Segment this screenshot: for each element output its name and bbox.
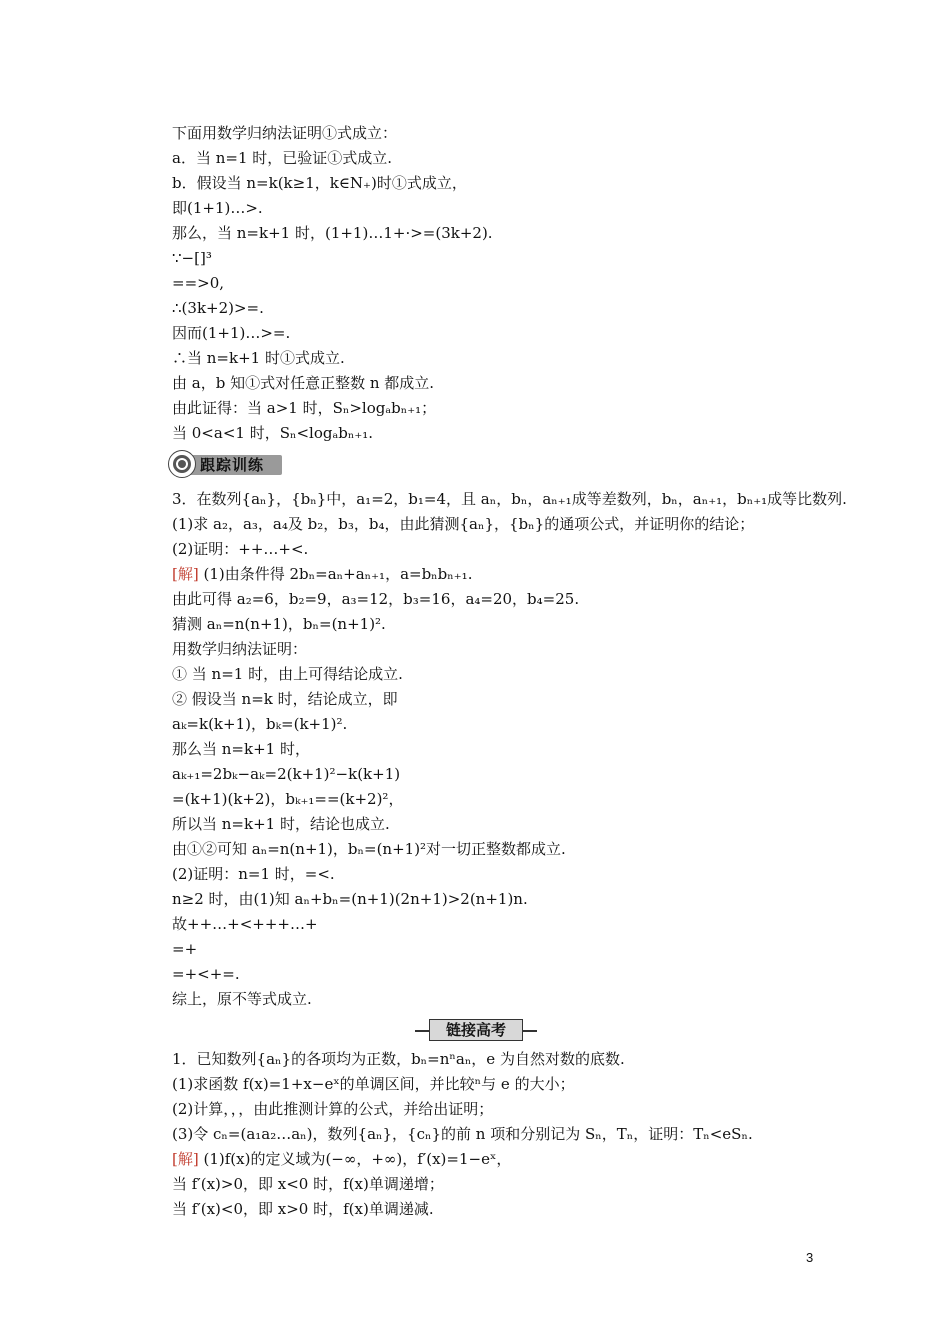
text-line: 下面用数学归纳法证明①式成立： — [172, 124, 398, 142]
solution-label: [解] — [172, 565, 199, 583]
answer-line: ① 当 n=1 时，由上可得结论成立. — [172, 665, 403, 683]
answer-line — [172, 1149, 511, 1169]
text-line: 由 a，b 知①式对任意正整数 n 都成立. — [172, 374, 435, 392]
question-line: (1)求函数 f(x)=1+x−eˣ的单调区间，并比较ⁿ与 e 的大小； — [172, 1075, 575, 1093]
answer-line: 由①②可知 aₙ=n(n+1)，bₙ=(n+1)²对一切正整数都成立. — [172, 840, 566, 858]
banner-title: 链接高考 — [445, 1021, 506, 1039]
text-line: 因而(1+1)…>=. — [172, 324, 291, 342]
answer-line: 综上，原不等式成立. — [172, 990, 312, 1008]
question-line: (1)求 a₂，a₃，a₄及 b₂，b₃，b₄，由此猜测{aₙ}，{bₙ}的通项公式，并证明你的结论； — [172, 515, 755, 533]
question-line: 3．在数列{aₙ}，{bₙ}中，a₁=2，b₁=4，且 aₙ，bₙ，aₙ₊₁成等差数列，bₙ，aₙ₊₁，bₙ₊₁成等比数列. — [172, 490, 847, 508]
answer-line: =(k+1)(k+2)，bₖ₊₁==(k+2)²， — [172, 790, 404, 808]
question-line: (3)令 cₙ=(a₁a₂…aₙ)，数列{aₙ}，{cₙ}的前 n 项和分别记为 Sₙ，Tₙ，证明：Tₙ<eSₙ. — [172, 1125, 753, 1143]
question-line: (2)证明：++…+<. — [172, 540, 309, 558]
answer-line: 故++…+<+++…+ — [172, 915, 318, 933]
text-line: ∴(3k+2)>=. — [172, 299, 264, 317]
text-line: 由此证得：当 a>1 时，Sₙ>logₐbₙ₊₁； — [172, 399, 437, 417]
banner-title: 跟踪训练 — [200, 456, 265, 474]
answer-line — [172, 564, 472, 584]
solution-label: [解] — [172, 1150, 199, 1168]
section-banner-gaokao — [415, 1018, 537, 1044]
answer-line: n≥2 时，由(1)知 aₙ+bₙ=(n+1)(2n+1)>2(n+1)n. — [172, 890, 528, 908]
answer-line: 猜测 aₙ=n(n+1)，bₙ=(n+1)². — [172, 615, 386, 633]
text-line: ∵−[]³ — [172, 249, 212, 267]
text-line: ==>0, — [172, 274, 225, 292]
answer-line: 所以当 n=k+1 时，结论也成立. — [172, 815, 390, 833]
text-line: a．当 n=1 时，已验证①式成立. — [172, 149, 393, 167]
text-line: b．假设当 n=k(k≥1，k∈N₊)时①式成立， — [172, 174, 467, 192]
text-line: 那么，当 n=k+1 时，(1+1)…1+·>=(3k+2). — [172, 224, 493, 242]
answer-line: ② 假设当 n=k 时，结论成立，即 — [172, 690, 398, 708]
answer-line: aₖ=k(k+1)，bₖ=(k+1)². — [172, 715, 348, 733]
text-line: ∴当 n=k+1 时①式成立. — [172, 349, 345, 367]
text-line: 即(1+1)…>. — [172, 199, 263, 217]
page-number: 3 — [806, 1250, 814, 1265]
section-banner-practice — [168, 450, 286, 480]
answer-line: =+<+=. — [172, 965, 240, 983]
answer-line: 用数学归纳法证明： — [172, 640, 308, 658]
answer-text: (1)由条件得 2bₙ=aₙ+aₙ₊₁，a=bₙbₙ₊₁. — [198, 565, 473, 583]
answer-line: 那么当 n=k+1 时， — [172, 740, 310, 758]
answer-text: (1)f(x)的定义域为(−∞，+∞)，f′(x)=1−eˣ， — [198, 1150, 512, 1168]
question-line: (2)计算，，，由此推测计算的公式，并给出证明； — [172, 1100, 494, 1118]
answer-line: aₖ₊₁=2bₖ−aₖ=2(k+1)²−k(k+1) — [172, 765, 401, 783]
answer-line: (2)证明：n=1 时，=<. — [172, 865, 335, 883]
text-line: 当 0<a<1 时，Sₙ<logₐbₙ₊₁. — [172, 424, 374, 442]
answer-line: 当 f′(x)<0，即 x>0 时，f(x)单调递减. — [172, 1200, 434, 1218]
answer-line: 当 f′(x)>0，即 x<0 时，f(x)单调递增； — [172, 1175, 444, 1193]
question-line: 1．已知数列{aₙ}的各项均为正数，bₙ=nⁿaₙ，e 为自然对数的底数. — [172, 1050, 625, 1068]
target-icon — [168, 450, 196, 478]
answer-line: =+ — [172, 940, 198, 958]
answer-line: 由此可得 a₂=6，b₂=9，a₃=12，b₃=16，a₄=20，b₄=25. — [172, 590, 580, 608]
